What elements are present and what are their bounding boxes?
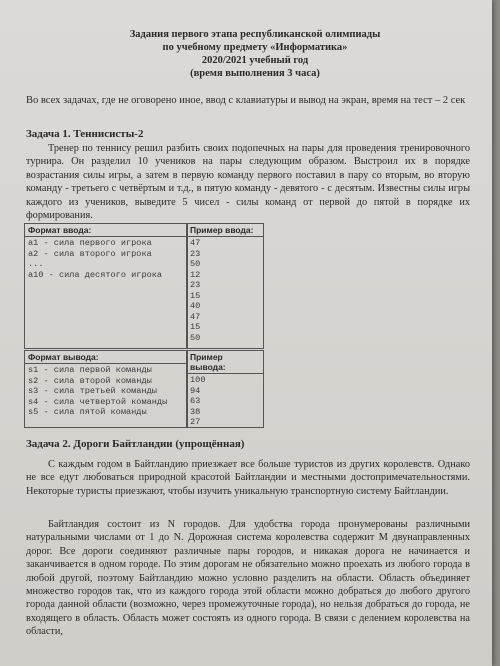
task1-text: Тренер по теннису решил разбить своих подопечных на пары для проведения тренировочного турнира. Он разделил 10 учеников на пары следующим образом. Выстроил их в порядке возрастания силы игры, а затем в первую команду первого поставил в пару со вторым, во вторую команду - третьего с четвёртым и т.д., в пятую команду - девятого - с десятым. Известны силы игры каждого из учеников, выведите 5 чисел - силы команд от первой до пятой в порядке их формирования. <box>26 143 470 222</box>
input-format-label: Формат ввода: <box>25 224 187 237</box>
input-format-line: a10 - сила десятого игрока <box>28 269 163 280</box>
output-format-lines <box>25 364 187 419</box>
input-example-line: 40 <box>190 301 201 311</box>
input-example-line: 15 <box>190 290 201 301</box>
output-format-line: s2 - сила второй команды <box>28 375 152 386</box>
task1-title: Задача 1. Теннисисты-2 <box>26 128 144 140</box>
input-example-line: 47 <box>190 311 201 322</box>
input-example-box <box>186 223 264 349</box>
output-format-line: s4 - сила четвертой команды <box>28 396 168 407</box>
input-format-line: ... <box>28 259 44 269</box>
input-example-label: Пример ввода: <box>187 224 263 237</box>
task2-paragraph-2: Байтландия состоит из N городов. Для удобства города пронумерованы различными натуральными числами от 1 до N. Дорожная система королевства содержит M двунаправленных дорог. Все дороги соединяют различные пары городов, и никакая дорога не начинается и заканчивается в одном городе. По этим дорогам не обязательно можно проехать из любого города в любой другой, поэтому Байтландию можно условно разделить на области. Область объединяет множество городов так, что из каждого города этой области можно добраться до любого другого города данной области (возможно, через промежуточные города), но нельзя добраться до города, не входящего в область. Область может состоять из одного города. В связи с делением королевства на области, <box>26 519 470 638</box>
header-line-3: 2020/2021 учебный год <box>201 55 309 66</box>
output-example-line: 63 <box>190 396 201 406</box>
task2-paragraph-1: С каждым годом в Байтландию приезжает все больше туристов из других королевств. Однако не все едут любоваться природной красотой Байтландии и местными достопримечательностями. Некоторые туристы приезжают, чтобы изучить уникальную транспортную систему Байтландии. <box>26 459 470 497</box>
input-example-line: 47 <box>190 238 201 248</box>
output-example-line: 38 <box>190 406 201 417</box>
input-example-line: 50 <box>190 332 201 343</box>
output-example-box <box>186 350 264 428</box>
header-line-4: (время выполнения 3 часа) <box>190 68 320 79</box>
output-format-line: s1 - сила первой команды <box>28 365 152 375</box>
intro-text: Во всех задачах, где не оговорено иное, ввод с клавиатуры и вывод на экран, время на тест – 2 сек <box>26 95 466 106</box>
input-format-lines <box>25 237 187 281</box>
output-example-line: 94 <box>190 385 201 396</box>
input-format-box <box>24 223 188 349</box>
document-header <box>20 28 490 80</box>
input-example-line: 23 <box>190 248 201 259</box>
input-example-line: 23 <box>190 280 201 290</box>
input-format-line: a1 - сила первого игрока <box>28 238 152 248</box>
output-example-line: 27 <box>190 417 201 427</box>
header-line-2: по учебному предмету «Информатика» <box>162 42 348 53</box>
task2-title: Задача 2. Дороги Байтландии (упрощённая) <box>26 438 245 450</box>
input-example-line: 50 <box>190 259 201 269</box>
input-example-line: 12 <box>190 269 201 280</box>
input-format-line: a2 - сила второго игрока <box>28 248 152 259</box>
output-example-line: 100 <box>190 375 206 385</box>
output-format-box <box>24 350 188 428</box>
header-line-1: Задания первого этапа республиканской олимпиады <box>129 29 381 40</box>
output-format-line: s3 - сила третьей команды <box>28 386 157 396</box>
output-example-lines <box>187 374 263 429</box>
output-format-label: Формат вывода: <box>25 351 187 364</box>
input-example-lines <box>187 237 263 344</box>
output-example-label: Пример вывода: <box>187 351 263 374</box>
input-example-line: 15 <box>190 322 201 332</box>
output-format-line: s5 - сила пятой команды <box>28 407 147 417</box>
